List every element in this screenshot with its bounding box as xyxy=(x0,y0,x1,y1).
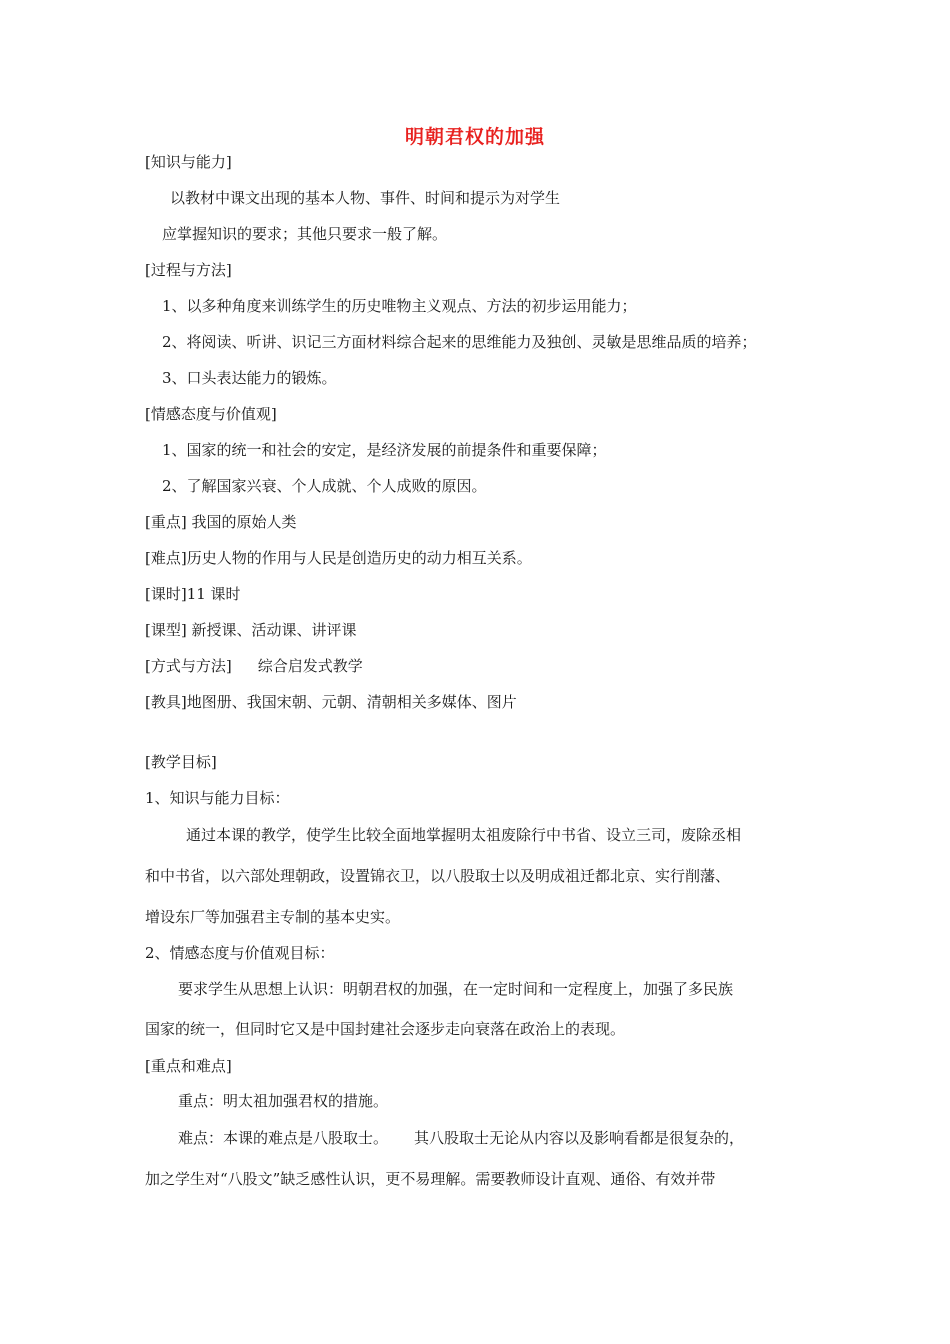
key-point-text: 重点：明太祖加强君权的措施。 xyxy=(178,1092,389,1110)
lesson-hours-line: [课时]11 课时 xyxy=(145,585,241,603)
heading-emotion-values: [情感态度与价值观] xyxy=(145,405,277,423)
body-line: 加之学生对“八股文”缺乏感性认识，更不易理解。需要教师设计直观、通俗、有效并带 xyxy=(145,1170,716,1188)
difficulty-lead: 难点：本课的难点是八股取士。 xyxy=(178,1129,389,1147)
list-item: 3、口头表达能力的锻炼。 xyxy=(162,369,337,387)
body-line: 国家的统一，但同时它又是中国封建社会逐步走向衰落在政治上的表现。 xyxy=(145,1020,626,1038)
body-line: 要求学生从思想上认识：明朝君权的加强，在一定时间和一定程度上，加强了多民族 xyxy=(178,980,734,998)
page-title: 明朝君权的加强 xyxy=(404,126,545,148)
body-line: 和中书省，以六部处理朝政，设置锦衣卫，以八股取士以及明成祖迁都北京、实行削藩、 xyxy=(145,867,731,885)
difficulty-text xyxy=(178,1128,744,1148)
body-line: 增设东厂等加强君主专制的基本史实。 xyxy=(145,908,401,926)
method-value: 综合启发式教学 xyxy=(257,657,363,675)
list-item: 1、以多种角度来训练学生的历史唯物主义观点、方法的初步运用能力； xyxy=(162,297,637,315)
list-item: 1、国家的统一和社会的安定，是经济发展的前提条件和重要保障； xyxy=(162,441,607,459)
heading-process-method: [过程与方法] xyxy=(145,261,232,279)
difficulty-detail: 其八股取士无论从内容以及影响看都是很复杂的， xyxy=(414,1129,745,1147)
key-point-line: [重点] 我国的原始人类 xyxy=(145,513,297,531)
method-line xyxy=(145,656,363,676)
list-item: 2、将阅读、听讲、识记三方面材料综合起来的思维能力及独创、灵敏是思维品质的培养； xyxy=(162,333,757,351)
subheading-emotion-goal: 2、情感态度与价值观目标： xyxy=(145,944,335,962)
body-line: 通过本课的教学，使学生比较全面地掌握明太祖废除行中书省、设立三司，废除丞相 xyxy=(186,826,742,844)
subheading-knowledge-goal: 1、知识与能力目标： xyxy=(145,789,290,807)
body-line: 以教材中课文出现的基本人物、事件、时间和提示为对学生 xyxy=(170,189,561,207)
difficulty-line: [难点]历史人物的作用与人民是创造历史的动力相互关系。 xyxy=(145,549,532,567)
method-label: [方式与方法] xyxy=(145,657,232,675)
heading-knowledge-ability: [知识与能力] xyxy=(145,153,232,171)
heading-key-difficult: [重点和难点] xyxy=(145,1057,232,1075)
body-line: 应掌握知识的要求；其他只要求一般了解。 xyxy=(162,225,448,243)
heading-teaching-goals: [教学目标] xyxy=(145,753,217,771)
teaching-aids-line: [教具]地图册、我国宋朝、元朝、清朝相关多媒体、图片 xyxy=(145,693,517,711)
list-item: 2、了解国家兴衰、个人成就、个人成败的原因。 xyxy=(162,477,487,495)
lesson-type-line: [课型] 新授课、活动课、讲评课 xyxy=(145,621,357,639)
